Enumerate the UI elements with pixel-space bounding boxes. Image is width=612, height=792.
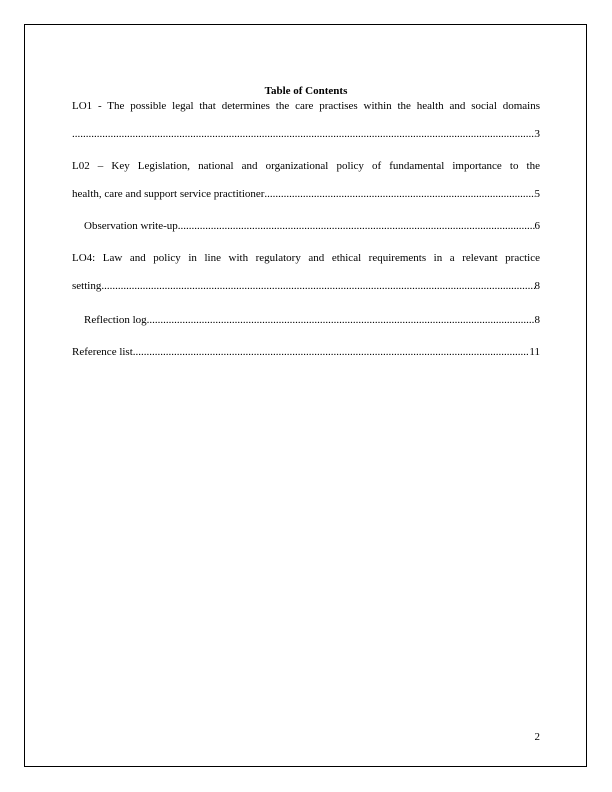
- toc-entry-text: Reflection log: [84, 314, 147, 326]
- dot-leader: [264, 187, 534, 201]
- dot-leader: [147, 313, 535, 327]
- toc-entry-text: Observation write-up: [84, 220, 178, 232]
- toc-entry-text: setting: [72, 280, 102, 292]
- toc-entry-lo4-leader[interactable]: [72, 279, 540, 293]
- toc-entry-lo2-heading[interactable]: L02 – Key Legislation, national and organizational policy of fundamental importance to the: [72, 160, 540, 172]
- toc-page-number: 5: [534, 188, 540, 200]
- dot-leader: [101, 279, 534, 293]
- dot-leader: [72, 127, 535, 141]
- toc-entry-lo4-heading[interactable]: LO4: Law and policy in line with regulatory and ethical requirements in a relevant practice: [72, 252, 540, 264]
- toc-entry-text: health, care and support service practitioner: [72, 188, 265, 200]
- toc-page-number: 3: [534, 128, 540, 140]
- toc-page-number: 8: [534, 314, 540, 326]
- page-number: 2: [534, 731, 540, 743]
- toc-entry-lo1-heading[interactable]: LO1 - The possible legal that determines the care practises within the health and social domains: [72, 100, 540, 112]
- toc-entry-observation[interactable]: [84, 219, 540, 233]
- toc-title: Table of Contents: [264, 85, 348, 97]
- toc-entry-text: Reference list: [72, 346, 133, 358]
- toc-page-number: 11: [529, 346, 540, 358]
- dot-leader: [133, 345, 530, 359]
- toc-entry-reflection[interactable]: [84, 313, 540, 327]
- toc-entry-lo2-leader[interactable]: [72, 187, 540, 201]
- dot-leader: [178, 219, 535, 233]
- toc-entry-references[interactable]: [72, 345, 540, 359]
- toc-entry-lo1-leader[interactable]: [72, 127, 540, 141]
- toc-page-number: 8: [534, 280, 540, 292]
- toc-page-number: 6: [534, 220, 540, 232]
